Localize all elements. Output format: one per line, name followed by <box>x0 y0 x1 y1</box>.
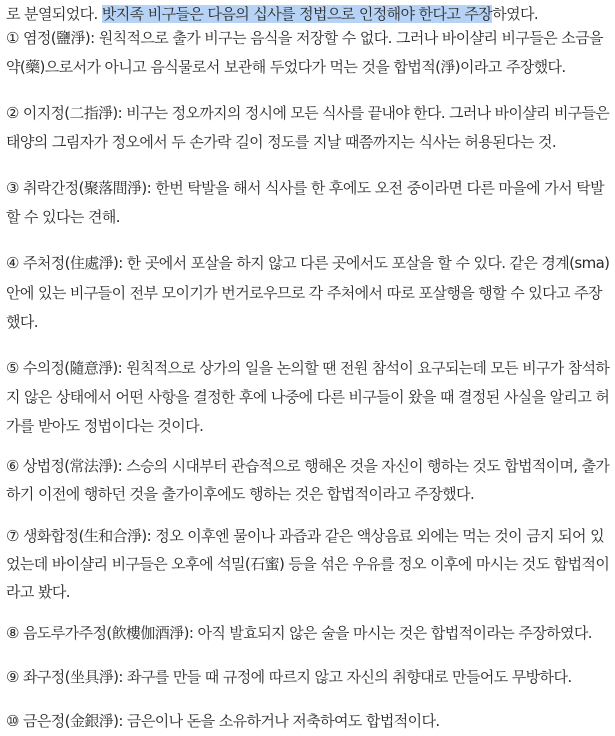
precept-line: 었는데 바이샬리 비구들은 오후에 석밀(石蜜) 등을 섞은 우유를 정오 이후에 마시는 것도 합법적이 <box>6 555 610 573</box>
precept-line: 하기 이전에 행하던 것을 출가이후에도 행하는 것은 합법적이라고 주장했다. <box>6 485 475 503</box>
intro-text-before: 로 분열되었다. <box>6 5 102 23</box>
precept-line: ⑦ 생화합정(生和合淨): 정오 이후엔 물이나 과즙과 같은 액상음료 외에는 먹는 것이 금지 되어 있 <box>6 527 604 545</box>
precept-line: ⑧ 음도루가주정(飮樓伽酒淨): 아직 발효되지 않은 술을 마시는 것은 합법적이라는 주장하였다. <box>6 624 592 642</box>
precept-line: ⑨ 좌구정(坐具淨): 좌구를 만들 때 규정에 따르지 않고 자신의 취향대로 만들어도 무방하다. <box>6 668 572 686</box>
precept-line: 태양의 그림자가 정오에서 두 손가락 길이 정도를 지날 때쯤까지는 식사는 허용된다는 것. <box>6 133 557 151</box>
precept-line: 안에 있는 비구들이 전부 모이기가 번거로우므로 각 주처에서 따로 포살행을 행할 수 있다고 주장 <box>6 284 602 302</box>
precept-line: 지 않은 상태에서 어떤 사항을 결정한 후에 나중에 다른 비구들이 왔을 때 결정된 사실을 알리고 허 <box>6 388 610 406</box>
precept-line: 라고 봤다. <box>6 583 70 601</box>
precept-line: ② 이지정(二指淨): 비구는 정오까지의 정시에 모든 식사를 끝내야 한다. 그러나 바이샬리 비구들은 <box>6 104 610 122</box>
precept-line: ① 염정(鹽淨): 원칙적으로 출가 비구는 음식을 저장할 수 없다. 그러나 바이샬리 비구들은 소금을 <box>6 29 603 47</box>
precept-line: ⑥ 상법정(常法淨): 스승의 시대부터 관습적으로 행해온 것을 자신이 행하는 것도 합법적이며, 출가 <box>6 457 610 475</box>
precept-line: 약(藥)으로서가 아니고 음식물로서 보관해 두었다가 먹는 것을 합법적(淨)이라고 주장했다. <box>6 58 566 76</box>
precept-line: 했다. <box>6 313 38 331</box>
precept-line: 할 수 있다는 견해. <box>6 208 120 226</box>
precept-line: ④ 주처정(住處淨): 한 곳에서 포살을 하지 않고 다른 곳에서도 포살을 할 수 있다. 같은 경계(sma) <box>6 254 610 272</box>
precept-line: ③ 취락간정(聚落間淨): 한번 탁발을 해서 식사를 한 후에도 오전 중이라면 다른 마을에 가서 탁발 <box>6 179 604 197</box>
precept-line: ⑤ 수의정(隨意淨): 원칙적으로 상가의 일을 논의할 땐 전원 참석이 요구되는데 모든 비구가 참석하 <box>6 359 610 377</box>
precept-line: ⑩ 금은정(金銀淨): 금은이나 돈을 소유하거나 저축하여도 합법적이다. <box>6 712 440 730</box>
highlighted-text-selection[interactable]: 밧지족 비구들은 다음의 십사를 정법으로 인정해야 한다고 주장 <box>101 5 493 23</box>
precept-line: 가를 받아도 정법이다는 것이다. <box>6 417 204 435</box>
intro-text-after: 하였다. <box>492 5 539 23</box>
